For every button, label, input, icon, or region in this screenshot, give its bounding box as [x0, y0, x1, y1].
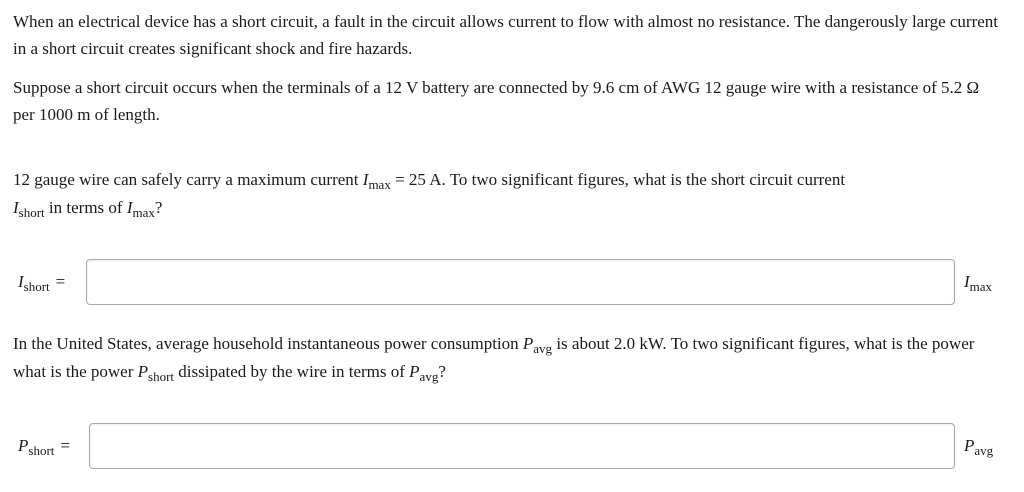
part1-question	[13, 166, 1003, 222]
part2-text-c: dissipated by the wire in terms of	[174, 362, 410, 381]
imax-symbol-2: $I_{max}$	[126, 198, 155, 220]
part2-answer-unit: $P_{avg}$	[964, 436, 994, 458]
part1-answer-label: $I_{short}$ =	[18, 272, 66, 294]
part2-question: In the United States, average household instantaneous power consumption $P_{avg}$ is about 2.0 kW. To two significant figures, what is the power what is the power $P_{short}$ dissipated by the wire in terms of $P_{avg}$?	[13, 334, 975, 384]
pshort-symbol: $P_{short}$	[137, 362, 175, 384]
part2-text-a: In the United States, average household instantaneous power consumption	[13, 334, 523, 353]
part1-answer-unit: $I_{max}$	[964, 272, 993, 294]
setup-paragraph: Suppose a short circuit occurs when the terminals of a 12 V battery are connected by 9.6 cm of AWG 12 gauge wire with a resistance of 5.2 Ω per 1000 m of length.	[13, 78, 980, 124]
part1-text-d: ?	[154, 198, 163, 217]
part1-text-c: in terms of	[44, 198, 127, 217]
part2-answer-row	[0, 423, 1024, 469]
ishort-symbol: $I_{short}$	[13, 198, 45, 220]
part2-answer-label: $P_{short}$ =	[18, 436, 70, 458]
pavg-symbol-2: $P_{avg}$	[409, 362, 439, 384]
imax-symbol: $I_{max}$	[362, 170, 391, 192]
part1-text-a: 12 gauge wire can safely carry a maximum current	[13, 170, 363, 189]
part1-answer-row	[0, 259, 1024, 305]
part1-text-b: = 25 A. To two significant figures, what is the short circuit current	[390, 170, 846, 189]
part2-text-b: is about 2.0 kW. To two significant figures, what is the power	[552, 334, 975, 353]
pshort-answer-input[interactable]	[89, 423, 955, 469]
part2-text-d: ?	[438, 362, 446, 381]
ishort-answer-input[interactable]	[86, 259, 955, 305]
pavg-symbol: $P_{avg}$	[522, 334, 553, 356]
intro-paragraph: When an electrical device has a short circuit, a fault in the circuit allows current to flow with almost no resistance. The dangerously large current in a short circuit creates significant shock and fire hazards.	[13, 12, 999, 58]
